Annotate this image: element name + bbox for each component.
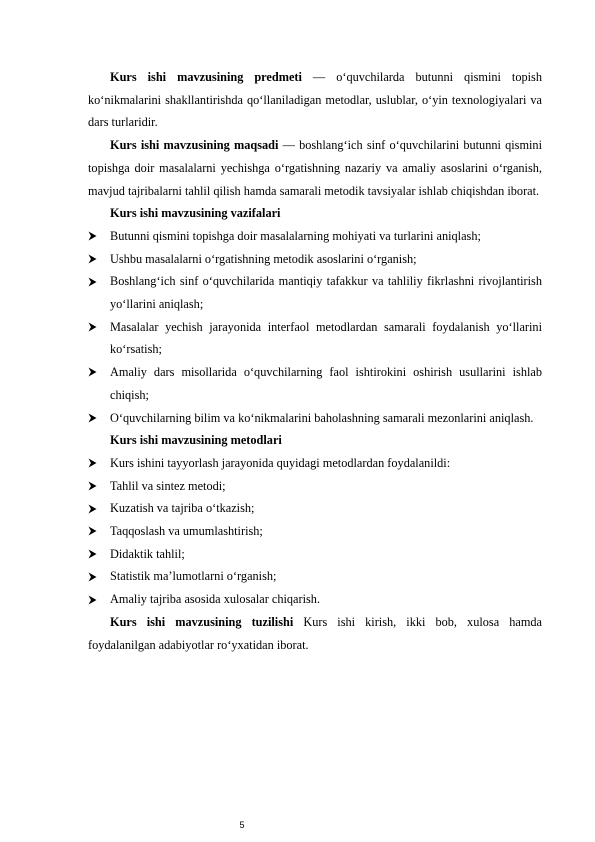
list-item (88, 520, 542, 543)
right-arrowhead-icon (88, 225, 100, 248)
right-arrowhead-icon (88, 543, 100, 566)
bullet-list-vazifalari (88, 225, 542, 429)
right-arrowhead-icon (88, 248, 100, 271)
paragraph-lead: Kurs ishi mavzusining maqsadi (110, 138, 279, 153)
right-arrowhead-icon (88, 588, 100, 611)
paragraph-tuzilishi (88, 611, 542, 656)
list-item (88, 270, 542, 315)
right-arrowhead-icon (88, 520, 100, 543)
list-item (88, 361, 542, 406)
list-item-text: Statistik ma’lumotlarni o‘rganish; (110, 569, 277, 584)
list-item-text: Masalalar yechish jarayonida interfaol metodlardan samarali foydalanish yo‘llarini ko‘rsatish; (110, 319, 542, 357)
list-item (88, 497, 542, 520)
right-arrowhead-icon (88, 497, 100, 520)
list-item-text: Amaliy tajriba asosida xulosalar chiqarish. (110, 592, 321, 607)
list-item-text: Butunni qismini topishga doir masalalarning mohiyati va turlarini aniqlash; (110, 228, 481, 243)
paragraph-maqsad (88, 134, 542, 202)
page-number: 5 (239, 820, 245, 830)
right-arrowhead-icon (88, 316, 100, 339)
list-item-text: Ushbu masalalarni o‘rgatishning metodik asoslarini o‘rganish; (110, 251, 417, 266)
right-arrowhead-icon (88, 565, 100, 588)
list-item-text: Taqqoslash va umumlashtirish; (110, 524, 263, 539)
list-item (88, 225, 542, 248)
paragraph-text: — o‘quvchilarda butunni qismini topish ko‘nikmalarini shakllantirishda qo‘llaniladigan metodlar, uslublar, o‘yin texnologiyalari va dars turlaridir. (88, 70, 542, 130)
list-item-text: O‘quvchilarning bilim va ko‘nikmalarini baholashning samarali mezonlarini aniqlash. (110, 410, 534, 425)
list-item-text: Tahlil va sintez metodi; (110, 478, 226, 493)
paragraph-lead: Kurs ishi mavzusining predmeti (110, 70, 302, 84)
list-item-text: Didaktik tahlil; (110, 546, 185, 561)
right-arrowhead-icon (88, 407, 100, 430)
right-arrowhead-icon (88, 270, 100, 293)
list-item-text: Kurs ishini tayyorlash jarayonida quyidagi metodlardan foydalanildi: (110, 455, 451, 470)
bullet-list-metodlari (88, 452, 542, 611)
list-item-text: Amaliy dars misollarida o‘quvchilarning faol ishtirokini oshirish usullarini ishlab chiqish; (110, 365, 542, 402)
paragraph-text: Kurs ishi kirish, ikki bob, xulosa hamda foydalanilgan adabiyotlar ro‘yxatidan iborat. (88, 614, 543, 652)
right-arrowhead-icon (88, 361, 100, 384)
list-item (88, 316, 542, 361)
paragraph-predmet (88, 66, 542, 134)
list-item (88, 588, 542, 611)
list-item (88, 565, 542, 588)
list-item (88, 475, 542, 498)
list-item-text: Boshlang‘ich sinf o‘quvchilarida mantiqiy tafakkur va tahliliy fikrlashni rivojlantirish yo‘llarini aniqlash; (110, 274, 542, 312)
list-item (88, 407, 542, 430)
section-heading-metodlari: Kurs ishi mavzusining metodlari (110, 433, 282, 448)
paragraph-lead: Kurs ishi mavzusining tuzilishi (110, 614, 294, 629)
paragraph-text: — boshlang‘ich sinf o‘quvchilarini butunni qismini topishga doir masalalarni yechishga o‘rgatishning nazariy va amaliy asoslarini o‘rganish, mavjud tajribalarni tahlil qilish hamda samarali metodik tavsiyalar ishlab chiqishdan iborat. (88, 138, 542, 198)
list-item (88, 543, 542, 566)
list-item-text: Kuzatish va tajriba o‘tkazish; (110, 501, 255, 516)
right-arrowhead-icon (88, 452, 100, 475)
list-item (88, 248, 542, 271)
right-arrowhead-icon (88, 475, 100, 498)
section-heading-vazifalari: Kurs ishi mavzusining vazifalari (110, 206, 281, 221)
document-body (88, 66, 542, 656)
list-item (88, 452, 542, 475)
